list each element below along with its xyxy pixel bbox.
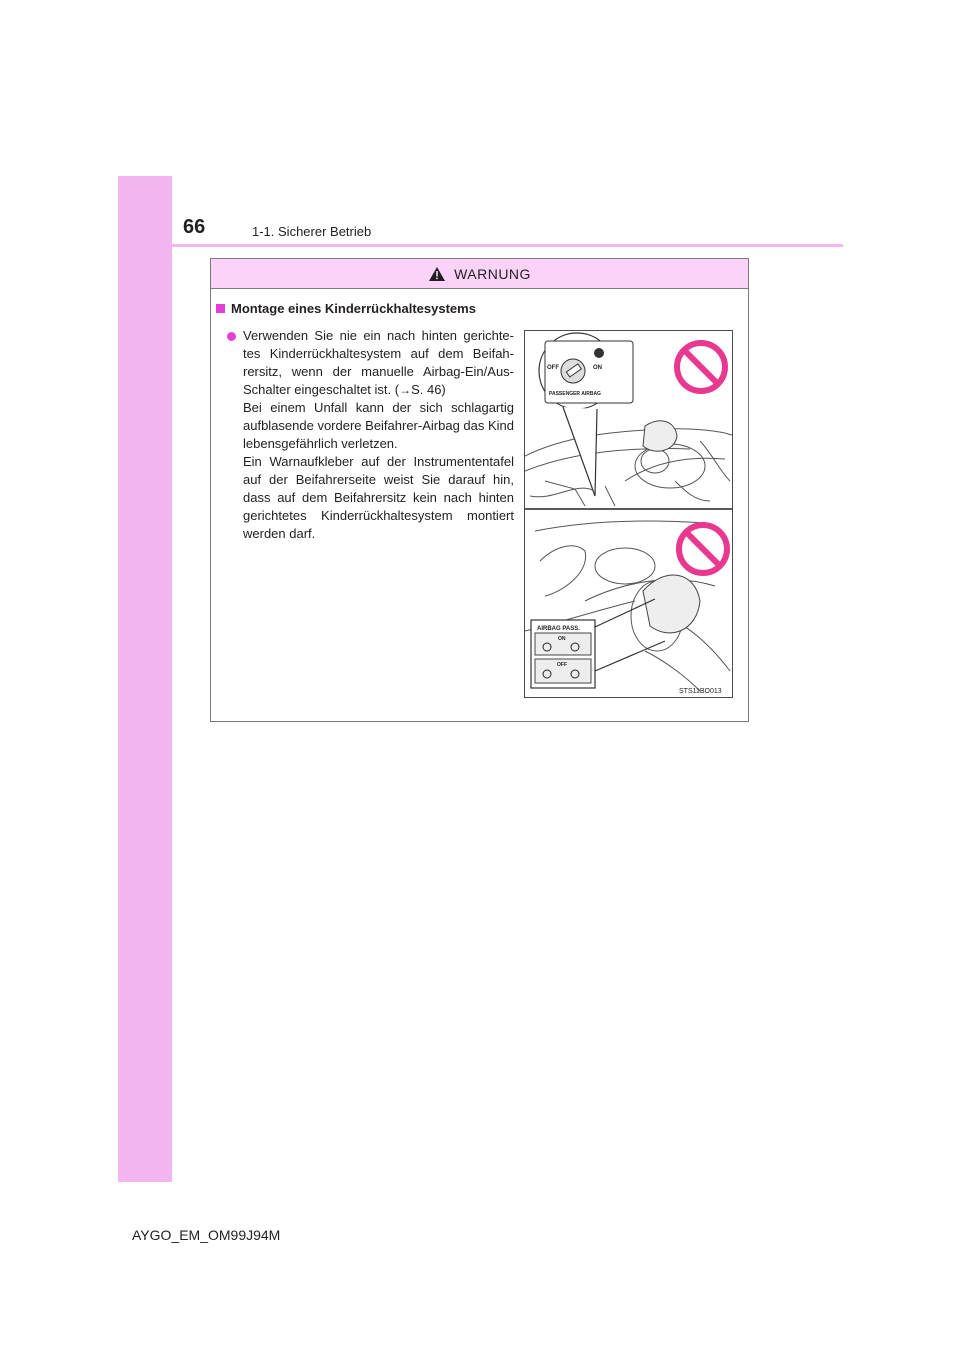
prohibition-sign-icon: [677, 343, 725, 391]
deployed-airbag-top: [643, 421, 677, 451]
item-title: [216, 301, 476, 316]
warning-paragraph: [243, 327, 514, 399]
warning-header: [211, 259, 748, 289]
page-reference[interactable]: S. 46): [411, 382, 446, 397]
section-title: 1-1. Sicherer Betrieb: [252, 224, 372, 239]
label-on-text: ON: [558, 636, 566, 642]
prohibition-sign-icon: [679, 525, 727, 573]
item-title-text: Montage eines Kinderrückhaltesystems: [231, 301, 476, 316]
warning-triangle-icon: [428, 266, 446, 282]
switch-on-label: ON: [593, 365, 602, 371]
switch-off-label: OFF: [547, 365, 559, 371]
circle-bullet-icon: [227, 332, 236, 341]
warning-body: [243, 327, 514, 543]
footer-doc-code: AYGO_EM_OM99J94M: [132, 1227, 281, 1243]
switch-caption: PASSENGER AIRBAG: [549, 391, 601, 397]
header-rule: [118, 244, 843, 247]
deployed-airbag-bottom: [643, 575, 700, 633]
dashboard-top-lines: [525, 429, 732, 506]
label-title: AIRBAG PASS.: [537, 626, 580, 632]
figure-code: STS11BO013: [679, 688, 722, 695]
switch-indicator-icon: [594, 348, 604, 358]
airbag-illustration: [524, 330, 733, 698]
warning-paragraph: Bei einem Unfall kann der sich schlagartig aufblasende vordere Beifahrer-Airbag das Kind lebensgefährlich verletzen.: [243, 400, 515, 451]
side-bar: [118, 176, 172, 1182]
warning-title: WARNUNG: [454, 265, 531, 282]
paragraph-1-text: Verwenden Sie nie ein nach hinten gerichte-tes Kinderrückhaltesystem auf dem Beifah-rersitz, wenn der manuelle Airbag-Ein/Aus-Schalter eingeschaltet ist. (: [243, 328, 514, 397]
callout-pointer: [563, 407, 597, 496]
warning-box: [210, 258, 749, 722]
square-bullet-icon: [216, 304, 225, 313]
illustration-svg: [525, 331, 732, 697]
page-number: 66: [183, 216, 206, 238]
arrow-right-icon: →: [399, 383, 412, 397]
warning-paragraph: Ein Warnaufkleber auf der Instrumententafel auf der Beifahrerseite weist Sie darauf hin, dass auf dem Beifahrersitz kein nach hinten gerichtetes Kinderrückhaltesystem montiert werden darf.: [243, 454, 514, 541]
label-off-text: OFF: [557, 662, 567, 668]
